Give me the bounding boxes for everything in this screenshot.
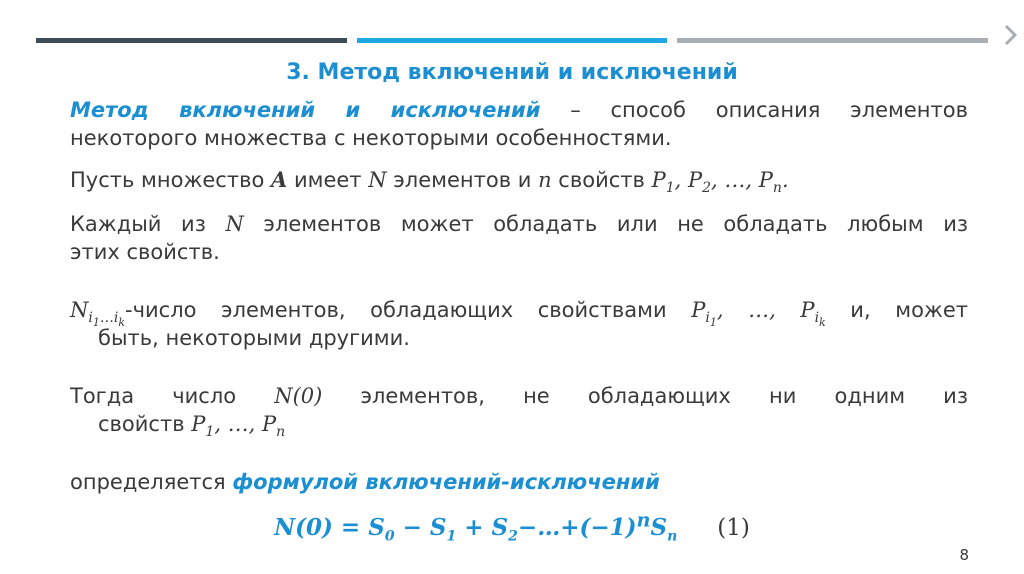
- paragraph-then: Тогда число N(0) элементов, не обладающих ни одним из свойств $P_1$, …, $P_n$: [70, 384, 968, 441]
- paragraph-set: Пусть множество A имеет N элементов и n свойств $P_1$, $P_2$, …, $P_n$.: [70, 167, 789, 197]
- formula-number: (1): [717, 514, 750, 541]
- paragraph-definition: Метод включений и исключений – способ описания элементов некоторого множества с некоторыми особенностями.: [70, 98, 968, 150]
- paragraph-count-elements: $N_{i_1\dots i_k}$-число элементов, обладающих свойствами $P_{i_1}$, …, $P_{i_k}$ и, может быть, некоторыми другими.: [70, 298, 968, 350]
- inclusion-exclusion-formula: $N(0) = S_0 - S_1$ + $S_2-\dots+(-1)^nS_n$ (1): [274, 508, 750, 545]
- chevron-right-icon: [1004, 24, 1018, 46]
- top-bar-gray: [677, 38, 988, 43]
- term-formula: формулой включений-исключений: [232, 470, 660, 494]
- top-bar-dark: [36, 38, 347, 43]
- term-method: Метод включений и исключений: [70, 98, 541, 122]
- paragraph-formula-intro: определяется формулой включений-исключений: [70, 470, 660, 494]
- slide-title: 3. Метод включений и исключений: [286, 60, 738, 85]
- paragraph-each-element: Каждый из N элементов может обладать или не обладать любым из этих свойств.: [70, 212, 969, 264]
- page-number: 8: [959, 546, 969, 564]
- top-bar-blue: [357, 38, 667, 43]
